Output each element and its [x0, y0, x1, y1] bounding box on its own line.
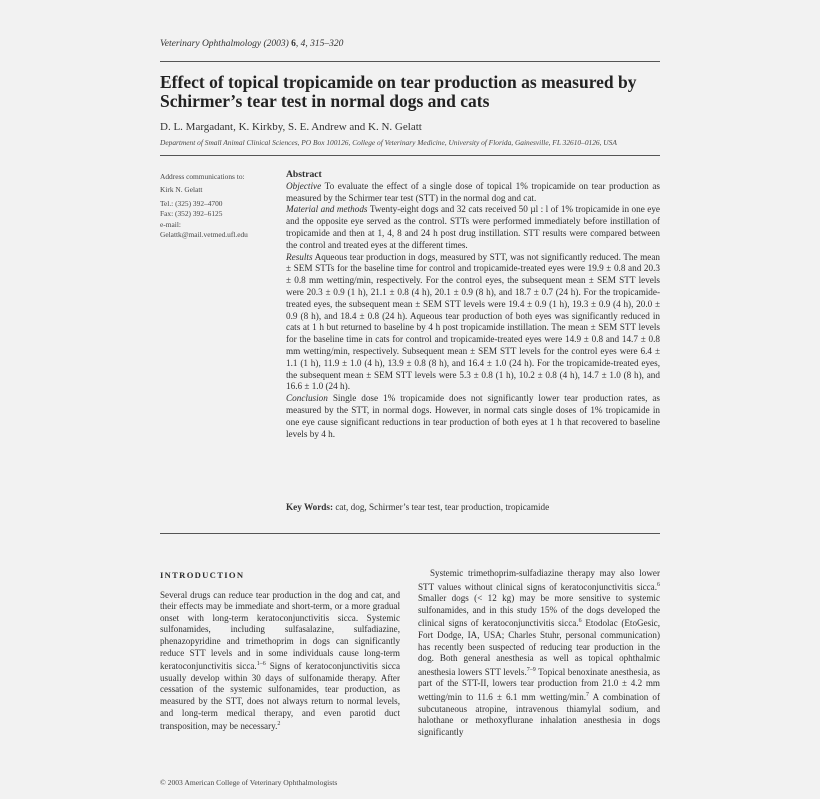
- copyright-notice: © 2003 American College of Veterinary Ophthalmologists: [160, 778, 338, 787]
- paper-title: Effect of topical tropicamide on tear production as measured by Schirmer’s tear test in normal dogs and cats: [160, 72, 637, 111]
- journal-issue-pages: , 4, 315–320: [295, 39, 344, 49]
- affiliation: Department of Small Animal Clinical Sciences, PO Box 100126, College of Veterinary Medicine, University of Florida, Gainesville, FL 32610–0126, USA: [160, 138, 617, 147]
- affiliation-rule: [160, 155, 660, 156]
- objective-label: Objective: [286, 180, 322, 191]
- abstract-methods: [286, 204, 660, 251]
- introduction-paragraph-1: Several drugs can reduce tear production in the dog and cat, and their effects may be immediate and short-term, or a more gradual onset with long-term keratoconjunctivitis sicca. Systemic sulfonamides, including sulfasalazine, sulfadiazine, phenazopyridine and trimethoprim in dogs can significantly reduce STT levels and in some individuals cause long-term keratoconjunctivitis sicca.$^{1-6}$ Signs of keratoconjunctivitis sicca usually develop within 30 days of sulfonamide therapy. After cessation of the systemic sulfonamides, tear production, as measured by the STT, does not always return to normal levels, and long-term medical therapy, and even parotid duct transposition, may be necessary.$^2$: [160, 589, 400, 732]
- keywords-text: cat, dog, Schirmer’s tear test, tear production, tropicamide: [335, 502, 550, 512]
- keywords: [286, 502, 660, 512]
- abstract-results: [286, 252, 660, 394]
- abstract-objective: [286, 181, 660, 205]
- methods-text: Twenty-eight dogs and 32 cats received 50 µl : l of 1% tropicamide in one eye and the opposite eye served as the control. STTs were performed immediately before instillation of tropicamide and then at 1, 4, 8 and 24 h post drug instillation. STT results were compared between the control and treated eyes at the different times.: [286, 204, 660, 250]
- ref-marker: 1–6: [256, 661, 266, 668]
- objective-text: To evaluate the effect of a single dose of topical 1% tropicamide on tear production as measured by the Schirmer tear test (STT) in the normal dog and cat.: [286, 180, 660, 203]
- header-rule: [160, 61, 660, 62]
- ref-marker: 7: [586, 692, 590, 699]
- address-email: Gelattk@mail.vetmed.ufl.edu: [160, 230, 248, 240]
- ref-marker: 6: [578, 618, 582, 625]
- abstract: [286, 169, 660, 440]
- journal-year: (2003): [263, 39, 292, 49]
- address-name: Kirk N. Gelatt: [160, 185, 203, 195]
- journal-name: Veterinary Ophthalmology: [160, 39, 262, 49]
- introduction-paragraph-2: Systemic trimethoprim-sulfadiazine therapy may also lower STT values without clinical signs of keratoconjunctivitis sicca.$^6$ Smaller dogs (< 12 kg) may be more sensitive to systemic sulfonamides, and in this study 15% of the dogs developed the clinical signs of keratoconjunctivitis sicca.$^6$ Etodolac (EtoGesic, Fort Dodge, IA, USA; Charles Stuhr, personal communication) has recently been suspected of reducing tear production in the dog. Both general anesthesia as well as topical ophthalmic anesthesia lowers STT levels.$^{7-9}$ Topical benoxinate anesthesia, as part of the STT-II, lowers tear production from 21.0 ± 4.2 mm wetting/min to 11.6 ± 6.1 mm wetting/min.$^7$ A combination of subcutaneous atropine, intravenous thiamylal sodium, and halothane or methoxyflurane inhalation anesthesia in dogs significantly: [418, 568, 660, 737]
- author-list: D. L. Margadant, K. Kirkby, S. E. Andrew and K. N. Gelatt: [160, 121, 422, 133]
- abstract-heading: Abstract: [286, 169, 322, 180]
- address-heading: Address communications to:: [160, 172, 245, 181]
- address-fax: Fax: (352) 392–6125: [160, 209, 223, 219]
- ref-marker: 2: [277, 721, 281, 728]
- journal-volume: 6: [291, 39, 296, 49]
- ref-marker: 6: [657, 581, 660, 588]
- introduction-heading: INTRODUCTION: [160, 570, 245, 580]
- keywords-label: Key Words:: [286, 502, 334, 512]
- journal-citation: [160, 39, 343, 49]
- introduction-right-column: [418, 568, 660, 738]
- correspondence-address: [160, 172, 278, 240]
- methods-label: Material and methods: [286, 204, 368, 215]
- address-tel: Tel.: (325) 392–4700: [160, 198, 223, 208]
- section-rule: [160, 533, 660, 534]
- address-email-label: e-mail:: [160, 219, 181, 229]
- introduction-left-column: [160, 570, 400, 733]
- results-text: Aqueous tear production in dogs, measured by STT, was not significantly reduced. The mean ± SEM STTs for the baseline time for control and tropicamide-treated eyes were 19.9 ± 0.8 and 20.3 ± 0.8 mm wetting/min, respectively. For the control eyes, the subsequent mean ± SEM STT levels were 20.3 ± 0.9 (1 h), 21.1 ± 0.8 (4 h), 20.1 ± 0.9 (8 h), and 18.7 ± 0.7 (24 h). For the tropicamide-treated eyes, the subsequent mean ± SEM STT levels were 19.4 ± 0.9 (1 h), 19.3 ± 0.9 (4 h), 20.0 ± 0.9 (8 h), and 18.4 ± 0.8 (24 h). Aqueous tear production of both eyes was significantly reduced in cats at 1 h but returned to baseline by 4 h post tropicamide instillation. The mean ± SEM STT levels for the baseline time in cats for control and tropicamide-treated eyes were 14.9 ± 0.8 and 14.7 ± 0.8 mm wetting/min, respectively. Subsequent mean ± SEM STT levels for the control eyes were 6.4 ± 1.1 (1 h), 11.9 ± 1.0 (4 h), 13.9 ± 0.8 (8 h), and 16.4 ± 1.0 (24 h). For the tropicamide-treated eyes, the subsequent mean ± SEM STT levels were 5.3 ± 0.8 (1 h), 10.2 ± 0.8 (4 h), 14.7 ± 1.0 (8 h), and 16.6 ± 1.0 (24 h).: [286, 251, 660, 392]
- abstract-conclusion: [286, 393, 660, 440]
- ref-marker: 7–9: [526, 666, 536, 673]
- conclusion-text: Single dose 1% tropicamide does not significantly lower tear production rates, as measured by the STT, in normal dogs. However, in normal cats single doses of 1% tropicamide in one eye cause significant reductions in tear production of both eyes at 1 h that recovered to baseline levels by 4 h.: [286, 393, 660, 439]
- conclusion-label: Conclusion: [286, 393, 328, 404]
- results-label: Results: [286, 251, 313, 262]
